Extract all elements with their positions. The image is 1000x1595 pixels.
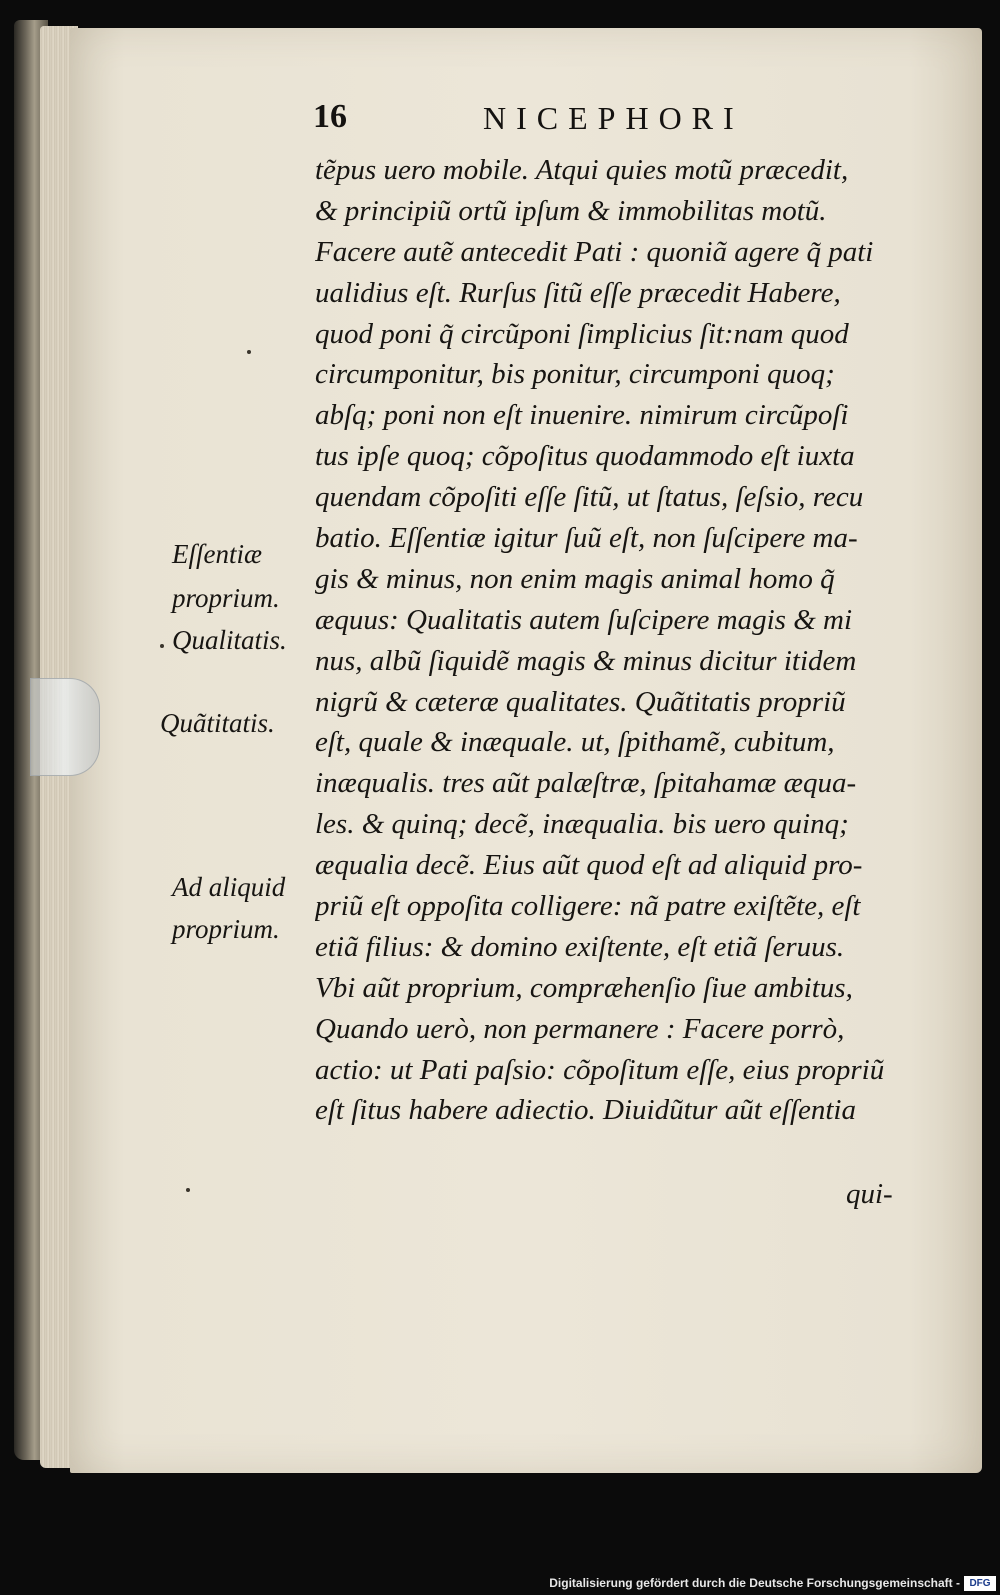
text-line: eſt, quale & inæquale. ut, ſpithamẽ, cubitum, [315,726,835,759]
text-line: quod poni q̃ circũponi ſimplicius ſit:nam quod [315,317,849,350]
text-line: nigrũ & cæteræ qualitates. Quãtitatis propriũ [315,685,846,718]
text-line: Facere autẽ antecedit Pati : quoniã agere q̃ pati [315,235,874,268]
text-line: ualidius eſt. Rurſus ſitũ eſſe præcedit Habere, [315,276,841,309]
text-line: eſt ſitus habere adiectio. Diuidũtur aũt eſſentia [315,1094,856,1127]
page-header [313,98,793,142]
margin-note-proprium: proprium. [172,583,280,613]
text-line: priũ eſt oppoſita colligere: nã patre exiſtẽte, eſt [315,890,861,923]
text-line: quendam cõpoſiti eſſe ſitũ, ut ſtatus, ſeſsio, recu [315,481,864,514]
text-line: circumponitur, bis ponitur, circumponi quoq; [315,358,835,391]
text-line: etiã filius: & domino exiſtente, eſt etiã ſeruus. [315,930,845,963]
running-head: NICEPHORI [483,100,744,136]
footer-bar [0,1573,1000,1595]
margin-note-essentiae: Eſſentiæ [172,539,262,569]
ink-speck [160,644,164,648]
text-line: Quando uerò, non permanere : Facere porrò, [315,1012,845,1045]
page-clip [30,678,100,776]
text-line: æqualia decẽ. Eius aũt quod eſt ad aliquid pro- [315,849,863,882]
text-line: les. & quinq; decẽ, inæqualia. bis uero quinq; [315,808,849,841]
ink-speck [247,350,251,354]
text-line: tus ipſe quoq; cõpoſitus quodammodo eſt iuxta [315,440,855,473]
text-line: & principiũ ortũ ipſum & immobilitas motũ. [315,194,827,227]
margin-note-ad-aliquid: Ad aliquid [172,872,286,902]
dfg-logo: DFG [964,1576,996,1591]
text-line: nus, albũ ſiquidẽ magis & minus dicitur itidem [315,644,857,677]
footer-credit: Digitalisierung gefördert durch die Deutsche Forschungsgemeinschaft - [549,1576,960,1590]
text-line: batio. Eſſentiæ igitur ſuũ eſt, non ſuſcipere ma- [315,522,858,555]
page-number: 16 [313,98,347,135]
text-line: actio: ut Pati paſsio: cõpoſitum eſſe, eius propriũ [315,1053,885,1086]
catchword: qui- [846,1178,893,1210]
margin-note-quantitatis: Quãtitatis. [160,708,275,738]
text-line: gis & minus, non enim magis animal homo q̃ [315,562,835,595]
text-line: tẽpus uero mobile. Atqui quies motũ præcedit, [315,154,849,186]
text-line: Vbi aũt proprium, compræhenſio ſiue ambitus, [315,971,853,1004]
text-line: inæqualis. tres aũt palæſtræ, ſpitahamæ æqua- [315,767,857,800]
margin-note-qualitatis: Qualitatis. [172,625,287,655]
text-line: æquus: Qualitatis autem ſuſcipere magis & mi [315,603,853,636]
text-line: abſq; poni non eſt inuenire. nimirum circũpoſi [315,399,849,432]
margin-note-proprium-2: proprium. [172,914,280,944]
body-text [315,150,915,1131]
ink-speck [186,1188,190,1192]
